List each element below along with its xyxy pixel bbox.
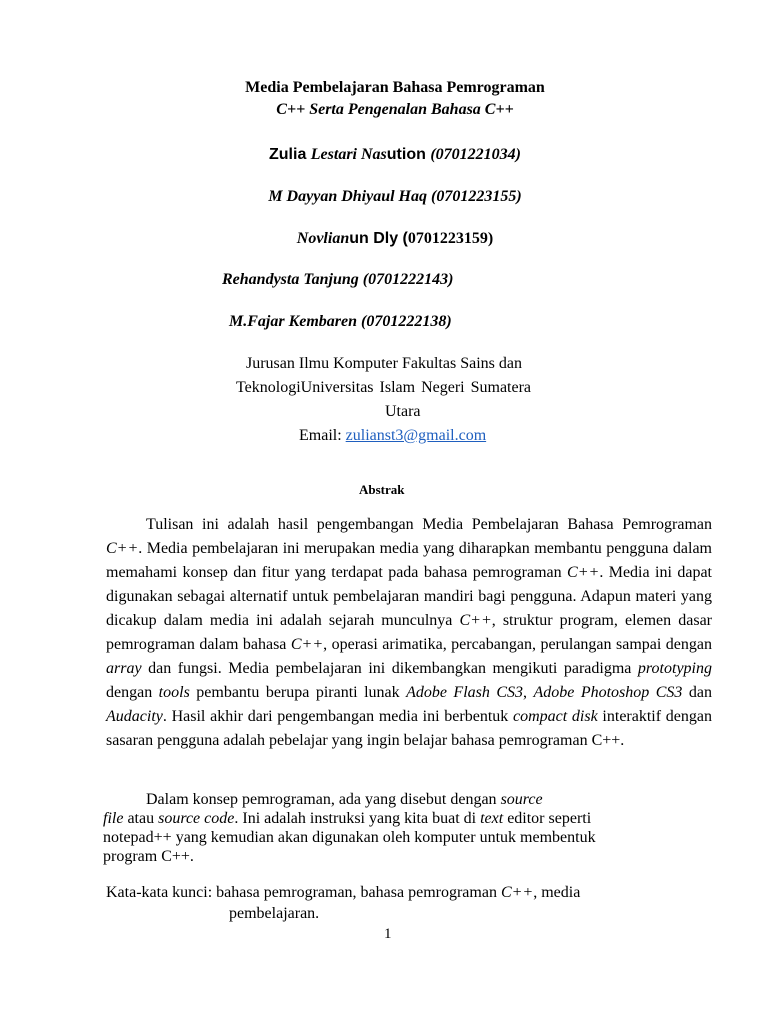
author-1-part: Lestari Nas [310,146,387,163]
paragraph-line-4: program C++. [103,848,194,865]
email-label: Email: [299,427,346,444]
author-1 [0,146,768,164]
keywords-label: Kata-kata kunci: [106,884,217,901]
author-2: M Dayyan Dhiyaul Haq (0701223155) [268,188,522,205]
abstract-heading: Abstrak [359,482,405,497]
affiliation-line-3: Utara [385,403,421,420]
paragraph-line-3: notepad++ yang kemudian akan digunakan oleh komputer untuk membentuk [103,829,596,846]
abstract-body: Tulisan ini adalah hasil pengembangan Media Pembelajaran Bahasa Pemrograman C++. Media pembelajaran ini merupakan media yang diharapkan membantu pengguna dalam memahami konsep dan fitur yang terdapat pada bahasa pemrograman C++. Media ini dapat digunakan sebagai alternatif untuk pembelajaran mandiri bagi pengguna. Adapun materi yang dicakup dalam media ini adalah sejarah munculnya C++, struktur program, elemen dasar pemrograman dalam bahasa C++, operasi arimatika, percabangan, perulangan sampai dengan array dan fungsi. Media pembelajaran ini dikembangkan mengikuti paradigma prototyping dengan tools pembantu berupa piranti lunak Adobe Flash CS3, Adobe Photoshop CS3 dan Audacity. Hasil akhir dari pengembangan media ini berbentuk compact disk interaktif dengan sasaran pengguna adalah pebelajar yang ingin belajar bahasa pemrograman C++. [106,516,712,749]
author-1-part: ution [386,146,431,163]
author-3 [0,230,768,248]
author-5: M.Fajar Kembaren (0701222138) [229,313,452,330]
author-1-part: Zulia [269,146,311,163]
author-1-id: (0701221034) [430,146,521,163]
email-line [299,427,486,445]
paper-subtitle: C++ Serta Pengenalan Bahasa C++ [276,101,514,118]
paper-title: Media Pembelajaran Bahasa Pemrograman [245,79,545,96]
author-3-part: Novlian [296,230,350,247]
keywords [106,882,580,924]
body-paragraph [103,790,663,866]
paragraph-line-1: Dalam konsep pemrograman, ada yang disebut dengan source [146,791,543,808]
author-3-id: 0701223159) [407,230,494,247]
keywords-row-1: Kata-kata kunci: bahasa pemrograman, bahasa pemrograman C++, media [106,884,581,901]
affiliation-line-1: Jurusan Ilmu Komputer Fakultas Sains dan [246,355,522,372]
affiliation-line-2: TeknologiUniversitas Islam Negeri Sumatera [236,379,532,396]
email-link[interactable]: zulianst3@gmail.com [345,427,487,444]
author-3-part: un Dly ( [349,230,408,247]
page-number: 1 [384,926,392,942]
keywords-row-2: pembelajaran. [229,905,320,922]
paragraph-line-2: file atau source code. Ini adalah instruksi yang kita buat di text editor seperti [103,810,592,827]
author-4: Rehandysta Tanjung (0701222143) [222,271,454,288]
